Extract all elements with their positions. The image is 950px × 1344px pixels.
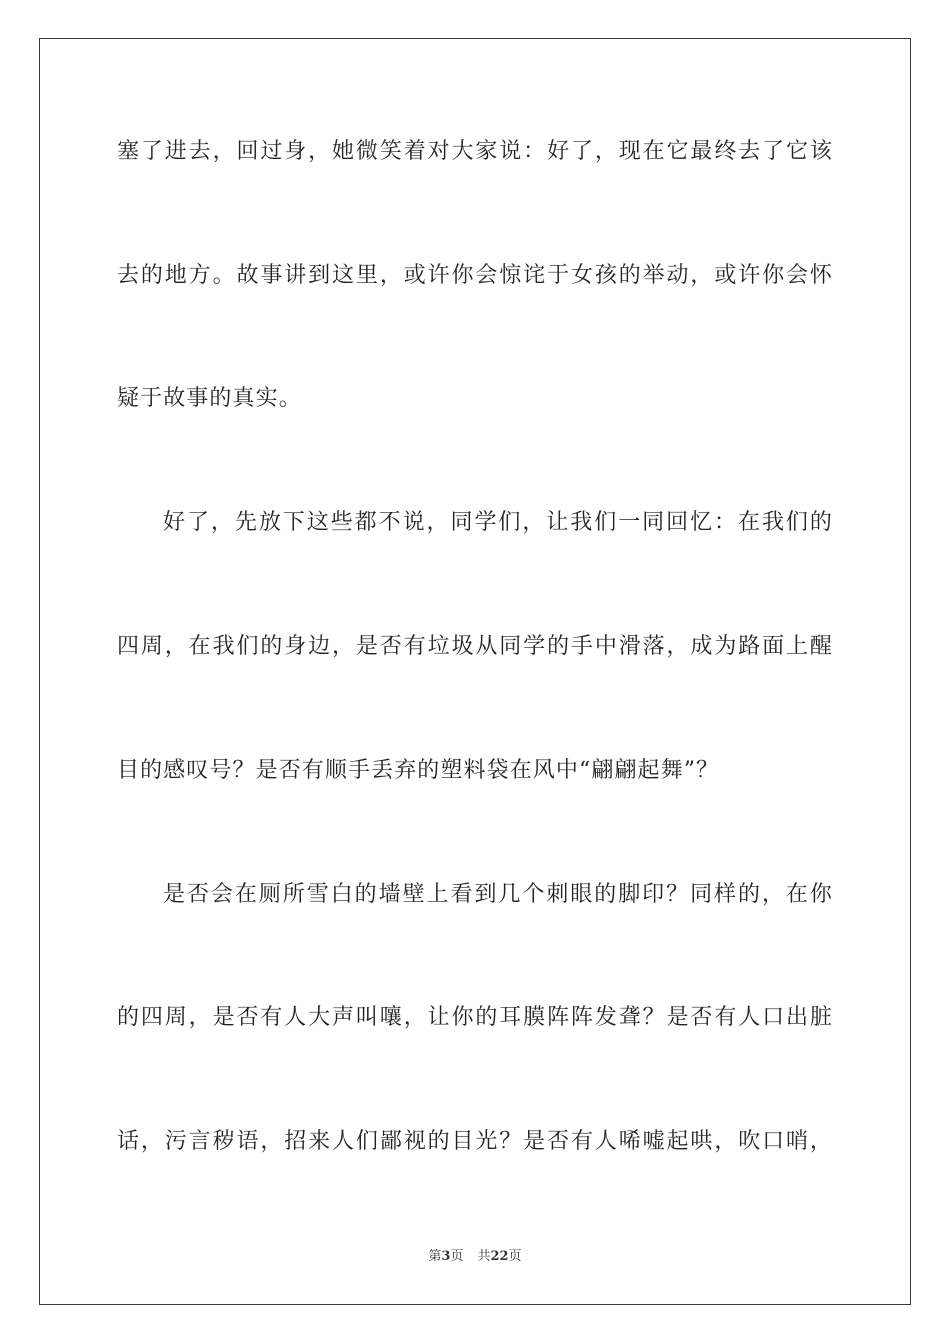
paragraph-2-line-2: 四周，在我们的身边，是否有垃圾从同学的手中滑落，成为路面上醒 [117,634,833,659]
paragraph-3-line-3: 话，污言秽语，招来人们鄙视的目光？是否有人唏嘘起哄，吹口哨， [117,1129,833,1154]
page-suffix: 页 [450,1249,464,1264]
total-pages: 22 [490,1249,509,1264]
paragraph-1-line-2: 去的地方。故事讲到这里，或许你会惊诧于女孩的举动，或许你会怀 [117,263,833,288]
paragraph-1-line-3: 疑于故事的真实。 [117,386,302,411]
page-border [39,38,911,1305]
paragraph-2-line-1: 好了，先放下这些都不说，同学们，让我们一同回忆：在我们的 [163,510,833,535]
page-number: 3 [441,1249,451,1264]
total-prefix: 共 [477,1249,491,1264]
page-prefix: 第 [428,1249,442,1264]
paragraph-1-line-1: 塞了进去，回过身，她微笑着对大家说：好了，现在它最终去了它该 [117,139,833,164]
total-suffix: 页 [508,1249,522,1264]
paragraph-3-line-1: 是否会在厕所雪白的墙壁上看到几个刺眼的脚印？同样的，在你 [163,882,833,907]
paragraph-2-line-3: 目的感叹号？是否有顺手丢弃的塑料袋在风中“翩翩起舞”？ [117,758,720,783]
page-footer [0,1248,950,1266]
paragraph-3-line-2: 的四周，是否有人大声叫嚷，让你的耳膜阵阵发聋？是否有人口出脏 [117,1005,833,1030]
